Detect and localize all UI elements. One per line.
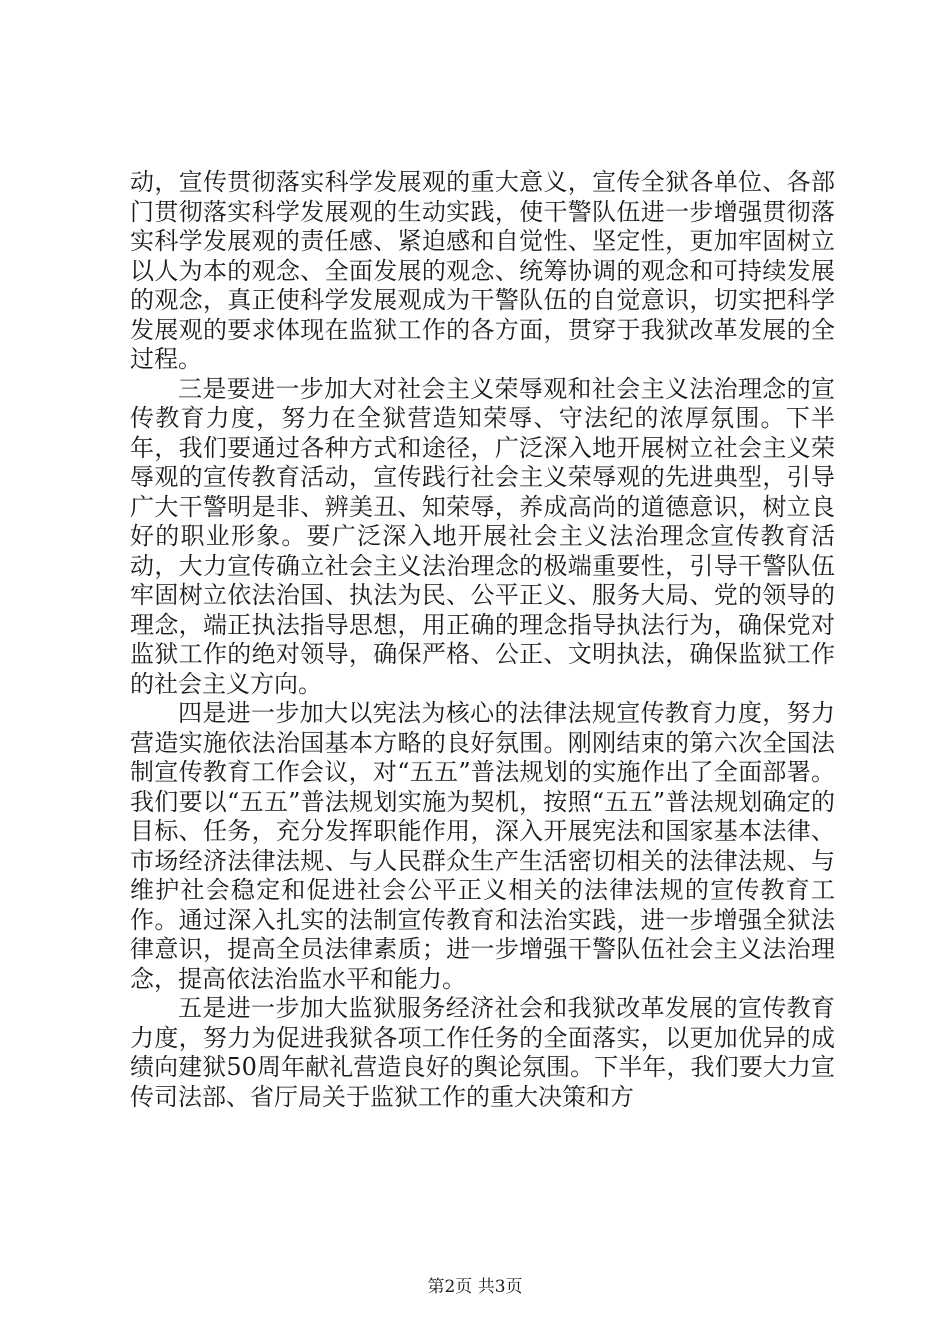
paragraph-1: 动，宣传贯彻落实科学发展观的重大意义，宣传全狱各单位、各部门贯彻落实科学发展观的生动实践，使干警队伍进一步增强贯彻落实科学发展观的责任感、紧迫感和自觉性、坚定性，更加牢固树立以人为本的观念、全面发展的观念、统筹协调的观念和可持续发展的观念，真正使科学发展观成为干警队伍的自觉意识，切实把科学发展观的要求体现在监狱工作的各方面，贯穿于我狱改革发展的全过程。 [130, 168, 835, 373]
paragraph-4: 五是进一步加大监狱服务经济社会和我狱改革发展的宣传教育力度，努力为促进我狱各项工作任务的全面落实，以更加优异的成绩向建狱50周年献礼营造良好的舆论氛围。下半年，我们要大力宣传司法部、省厅局关于监狱工作的重大决策和方 [130, 994, 835, 1111]
paragraph-3: 四是进一步加大以宪法为核心的法律法规宣传教育力度，努力营造实施依法治国基本方略的良好氛围。刚刚结束的第六次全国法制宣传教育工作会议，对“五五”普法规划的实施作出了全面部署。我们要以“五五”普法规划实施为契机，按照“五五”普法规划确定的目标、任务，充分发挥职能作用，深入开展宪法和国家基本法律、市场经济法律法规、与人民群众生产生活密切相关的法律法规、与维护社会稳定和促进社会公平正义相关的法律法规的宣传教育工作。通过深入扎实的法制宣传教育和法治实践，进一步增强全狱法律意识，提高全员法律素质；进一步增强干警队伍社会主义法治理念，提高依法治监水平和能力。 [130, 699, 835, 993]
page-number-footer: 第2页 共3页 [427, 1277, 523, 1297]
document-body [130, 168, 835, 1112]
paragraph-2: 三是要进一步加大对社会主义荣辱观和社会主义法治理念的宣传教育力度，努力在全狱营造知荣辱、守法纪的浓厚氛围。下半年，我们要通过各种方式和途径，广泛深入地开展树立社会主义荣辱观的宣传教育活动，宣传践行社会主义荣辱观的先进典型，引导广大干警明是非、辨美丑、知荣辱，养成高尚的道德意识，树立良好的职业形象。要广泛深入地开展社会主义法治理念宣传教育活动，大力宣传确立社会主义法治理念的极端重要性，引导干警队伍牢固树立依法治国、执法为民、公平正义、服务大局、党的领导的理念，端正执法指导思想，用正确的理念指导执法行为，确保党对监狱工作的绝对领导，确保严格、公正、文明执法，确保监狱工作的社会主义方向。 [130, 374, 835, 698]
